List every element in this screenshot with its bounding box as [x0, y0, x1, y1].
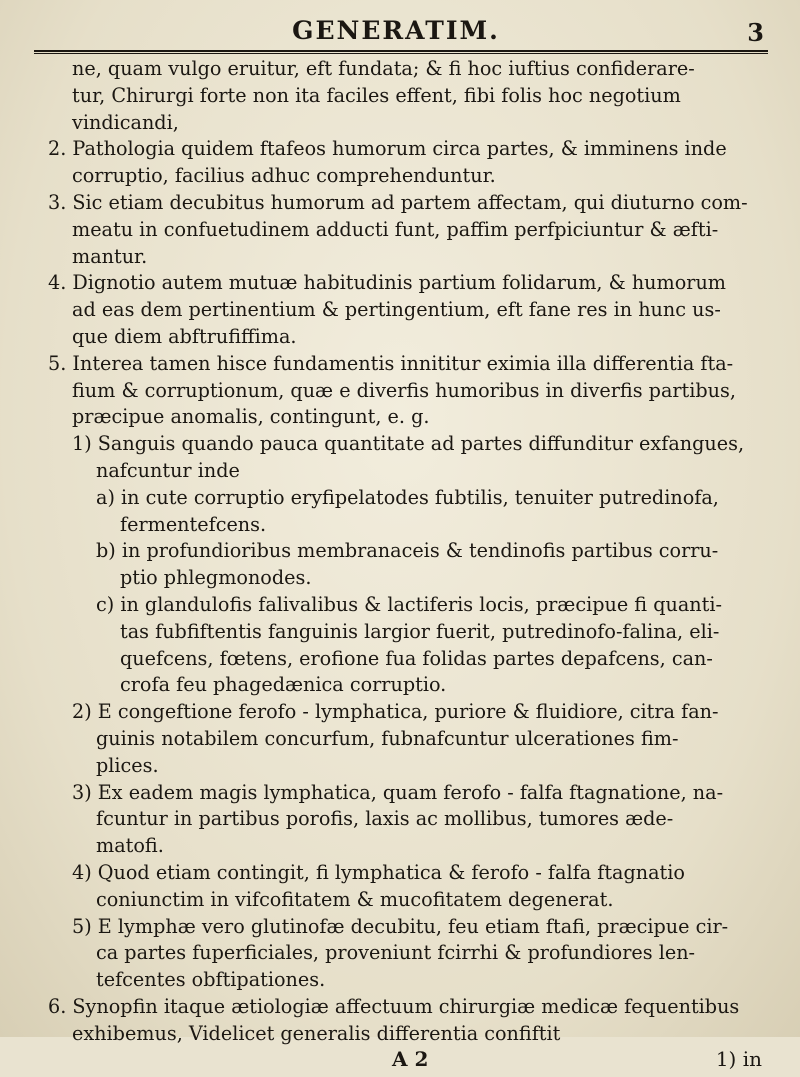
page-number: 3: [747, 18, 764, 47]
text-line: coniunctim in vifcofitatem & mucofitatem degenerat.: [96, 887, 614, 911]
text-line: 1) Sanguis quando pauca quantitate ad partes diffunditur exfangues,: [72, 432, 745, 456]
text-line: ad eas dem pertinentium & pertingentium, eft fane res in hunc us-: [72, 298, 721, 322]
text-line: meatu in confuetudinem adducti funt, paffim perfpiciuntur & æfti-: [72, 217, 719, 241]
text-line: tur, Chirurgi forte non ita faciles effent, fibi folis hoc negotium: [72, 83, 681, 107]
text-line: 5) E lymphæ vero glutinofæ decubitu, feu etiam ftafi, præcipue cir-: [72, 914, 729, 938]
text-line: 3) Ex eadem magis lymphatica, quam ferofo - falfa ftagnatione, na-: [72, 780, 724, 804]
text-line: fermentefcens.: [120, 512, 267, 536]
text-line: tas fubfiftentis fanguinis largior fuerit, putredinofo-falina, eli-: [120, 619, 720, 643]
text-line: matofi.: [96, 834, 164, 858]
page-footer: [24, 1047, 768, 1077]
text-line: nafcuntur inde: [96, 458, 240, 482]
text-line: fcuntur in partibus porofis, laxis ac mollibus, tumores æde-: [96, 807, 674, 831]
text-line: præcipue anomalis, contingunt, e. g.: [72, 405, 430, 429]
text-line: c) in glandulofis falivalibus & lactiferis locis, præcipue fi quanti-: [96, 592, 722, 616]
text-line: fium & corruptionum, quæ e diverfis humoribus in diverfis partibus,: [72, 378, 736, 402]
text-line: a) in cute corruptio eryfipelatodes fubtilis, tenuiter putredinofa,: [96, 485, 719, 509]
text-line: vindicandi,: [72, 110, 179, 134]
text-line: ca partes fuperficiales, proveniunt fcirrhi & profundiores len-: [96, 941, 696, 965]
text-line: quefcens, fœtens, erofione fua folidas partes depafcens, can-: [120, 646, 713, 670]
catchword: 1) in: [715, 1047, 762, 1072]
text-line: corruptio, facilius adhuc comprehenduntur.: [72, 164, 496, 188]
text-line: 2) E congeftione ferofo - lymphatica, puriore & fluidiore, citra fan-: [72, 700, 719, 724]
text-line: guinis notabilem concurfum, fubnafcuntur ulcerationes fim-: [96, 726, 679, 750]
text-line: ptio phlegmonodes.: [120, 566, 312, 590]
signature-mark: A 2: [392, 1047, 429, 1072]
running-title: GENERATIM.: [292, 16, 500, 45]
text-line: crofa feu phagedænica corruptio.: [120, 673, 447, 697]
text-line: 3. Sic etiam decubitus humorum ad partem affectam, qui diuturno com-: [48, 190, 748, 214]
text-line: mantur.: [72, 244, 148, 268]
text-line: 4. Dignotio autem mutuæ habitudinis partium folidarum, & humorum: [48, 271, 726, 295]
text-line: tefcentes obftipationes.: [96, 968, 326, 992]
running-header: [24, 6, 768, 50]
text-line: plices.: [96, 753, 159, 777]
text-line: ne, quam vulgo eruitur, eft fundata; & fi hoc iuftius confiderare-: [72, 57, 695, 80]
text-line: 6. Synopfin itaque ætiologiæ affectuum chirurgiæ medicæ fequentibus: [48, 994, 740, 1018]
text-line: 2. Pathologia quidem ftafeos humorum circa partes, & imminens inde: [48, 137, 727, 161]
body-text: [24, 56, 768, 1047]
text-line: exhibemus, Videlicet generalis differentia confiftit: [72, 1021, 561, 1045]
text-line: b) in profundioribus membranaceis & tendinofis partibus corru-: [96, 539, 719, 563]
text-line: 5. Interea tamen hisce fundamentis innititur eximia illa differentia fta-: [48, 351, 734, 375]
header-rule: [34, 50, 768, 54]
text-line: 4) Quod etiam contingit, fi lymphatica & ferofo - falfa ftagnatio: [72, 860, 685, 884]
text-line: que diem abftrufiffima.: [72, 324, 297, 348]
